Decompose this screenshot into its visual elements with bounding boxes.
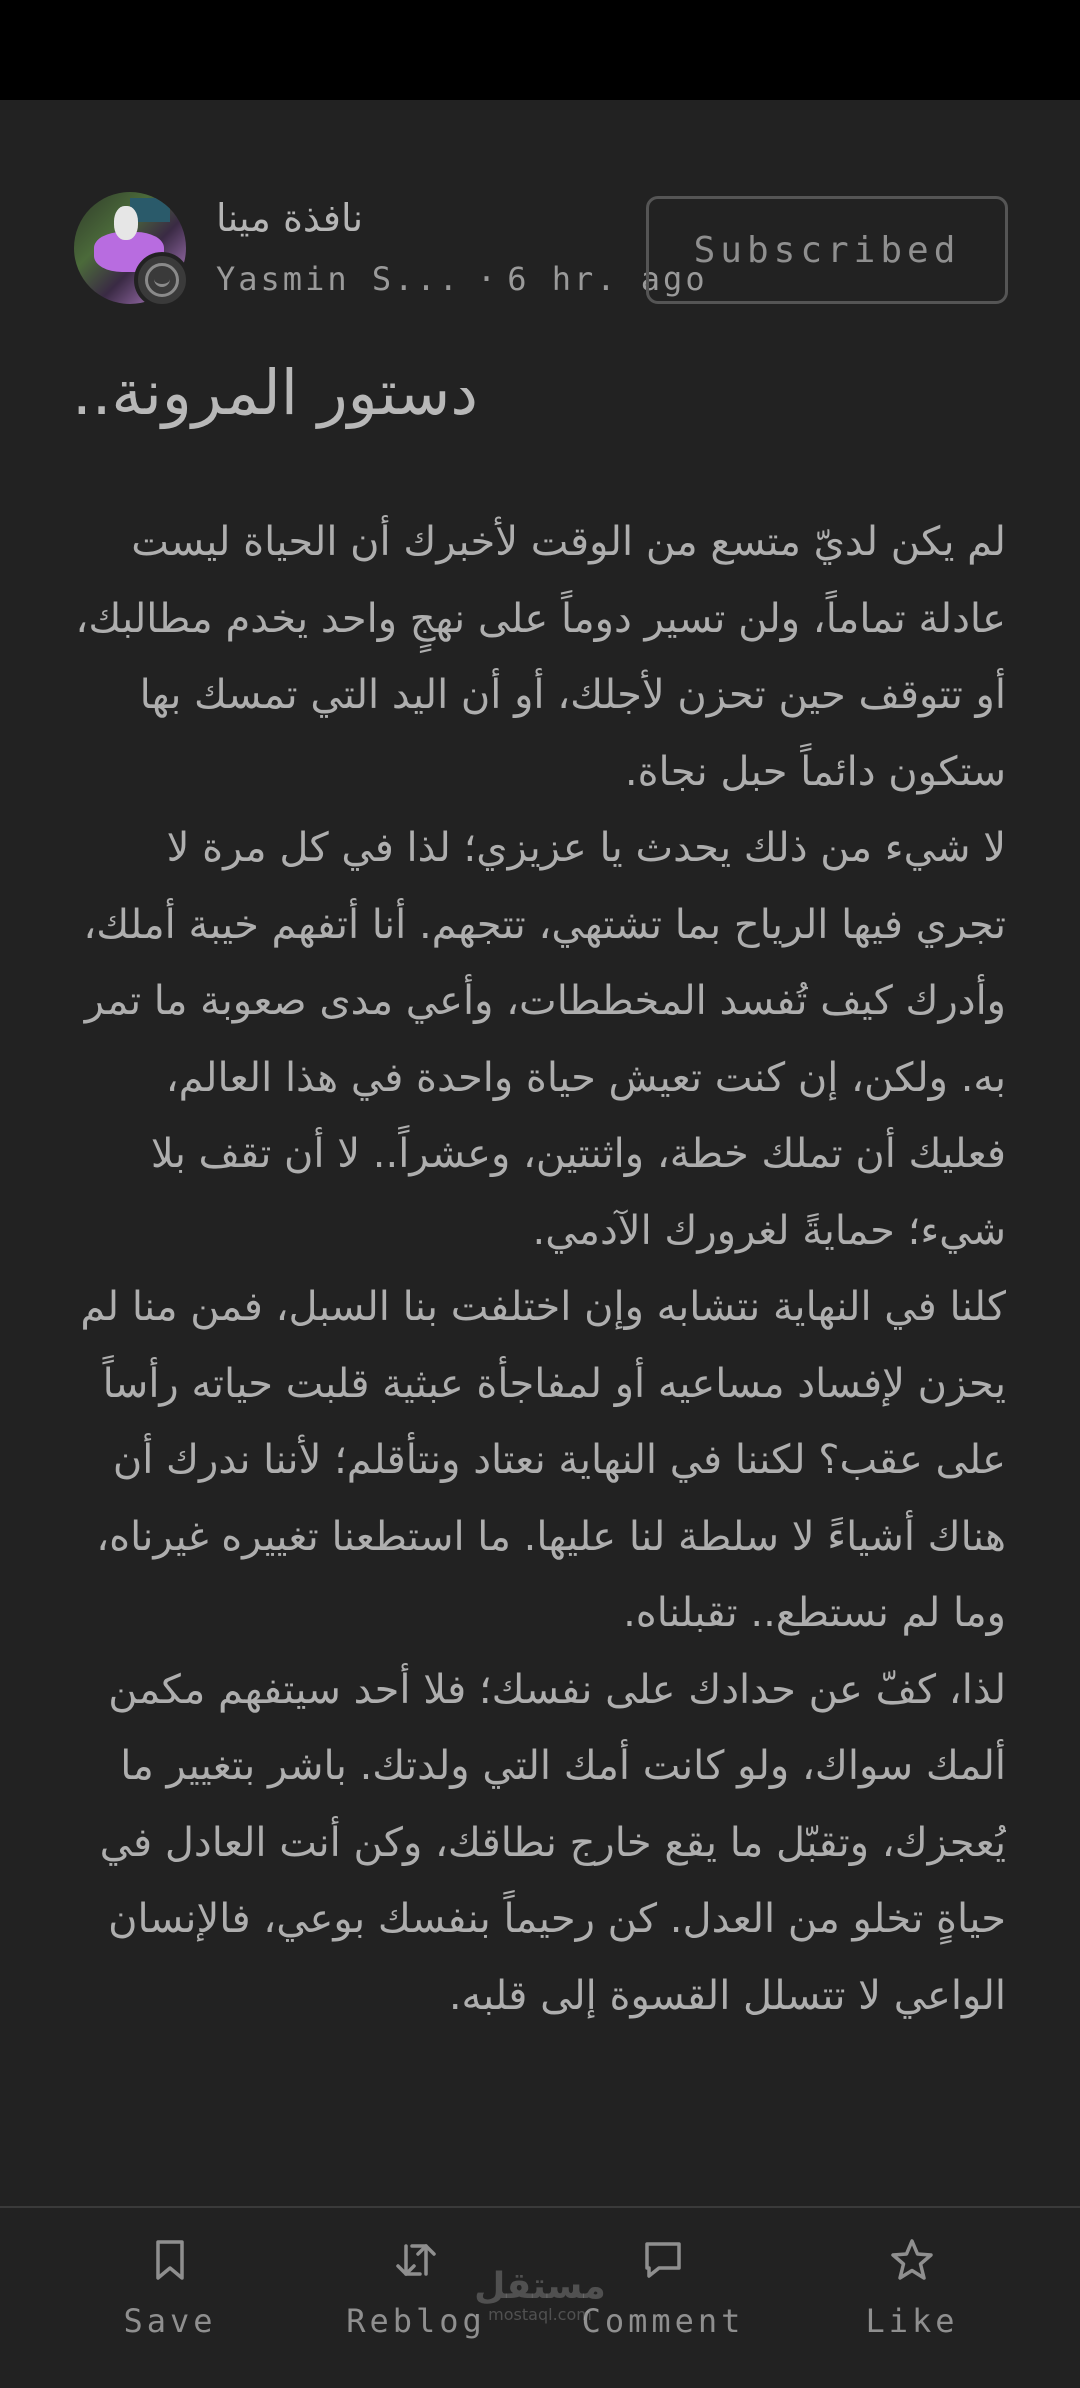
status-bar [0, 0, 1080, 100]
subscribed-button[interactable]: Subscribed [646, 196, 1008, 304]
comment-icon [639, 2236, 687, 2284]
author-name[interactable]: Yasmin S... [216, 260, 461, 298]
bookmark-icon [146, 2236, 194, 2284]
reblog-label: Reblog [346, 2302, 486, 2340]
paragraph: كلنا في النهاية نتشابه وإن اختلفت بنا السبل، فمن منا لم يحزن لإفساد مساعيه أو لمفاجأة عبثية قلبت حياته رأساً على عقب؟ لكننا في النهاية نعتاد ونتأقلم؛ لأننا ندرك أن هناك أشياءً لا سلطة لنا عليها. ما استطعنا تغييره غيرناه، وما لم نستطع.. تقبلناه. [80, 1284, 1006, 1636]
community-badge-icon [134, 252, 190, 308]
reblog-icon [392, 2236, 440, 2284]
paragraph: لذا، كفّ عن حدادك على نفسك؛ فلا أحد سيتفهم مكمن ألمك سواك، ولو كانت أمك التي ولدتك. باشر بتغيير ما يُعجزك، وتقبّل ما يقع خارج نطاقك، وكن أنت العادل في حياةٍ تخلو من العدل. كن رحيماً بنفسك بوعي، فالإنسان الواعي لا تتسلل القسوة إلى قلبه. [99, 1666, 1006, 2019]
post-time: 6 hr. ago [507, 260, 708, 298]
blog-name[interactable]: نافذة مينا [216, 196, 364, 240]
save-button[interactable] [60, 2236, 280, 2366]
paragraph: لم يكن لديّ متسع من الوقت لأخبرك أن الحياة ليست عادلة تماماً، ولن تسير دوماً على نهجٍ واحد يخدم مطالبك، أو تتوقف حين تحزن لأجلك، أو أن اليد التي تمسك بها ستكون دائماً حبل نجاة. [75, 519, 1006, 795]
save-label: Save [123, 2302, 217, 2340]
post-body [72, 504, 1006, 2184]
mostaql-watermark [470, 2268, 610, 2324]
like-label: Like [865, 2302, 959, 2340]
comment-label: Comment [581, 2302, 745, 2340]
paragraph: لا شيء من ذلك يحدث يا عزيزي؛ لذا في كل مرة لا تجري فيها الرياح بما تشتهي، تتجهم. أنا أتفهم خيبة أملك، وأدرك كيف تُفسد المخططات، وأعي مدى صعوبة ما تمر به. ولكن، إن كنت تعيش حياة واحدة في هذا العالم، فعليك أن تملك خطة، واثنتين، وعشراً.. لا أن تقف بلا شيء؛ حمايةً لغرورك الآدمي. [83, 825, 1006, 1254]
post-screen [0, 100, 1080, 2388]
like-button[interactable] [802, 2236, 1022, 2366]
post-title: دستور المرونة.. [72, 356, 478, 429]
post-meta [216, 260, 708, 298]
watermark-text: مستقل [474, 2266, 606, 2307]
separator-dot: · [476, 260, 500, 298]
star-icon [888, 2236, 936, 2284]
avatar[interactable] [74, 192, 190, 308]
watermark-domain: mostaql.com [488, 2305, 592, 2324]
